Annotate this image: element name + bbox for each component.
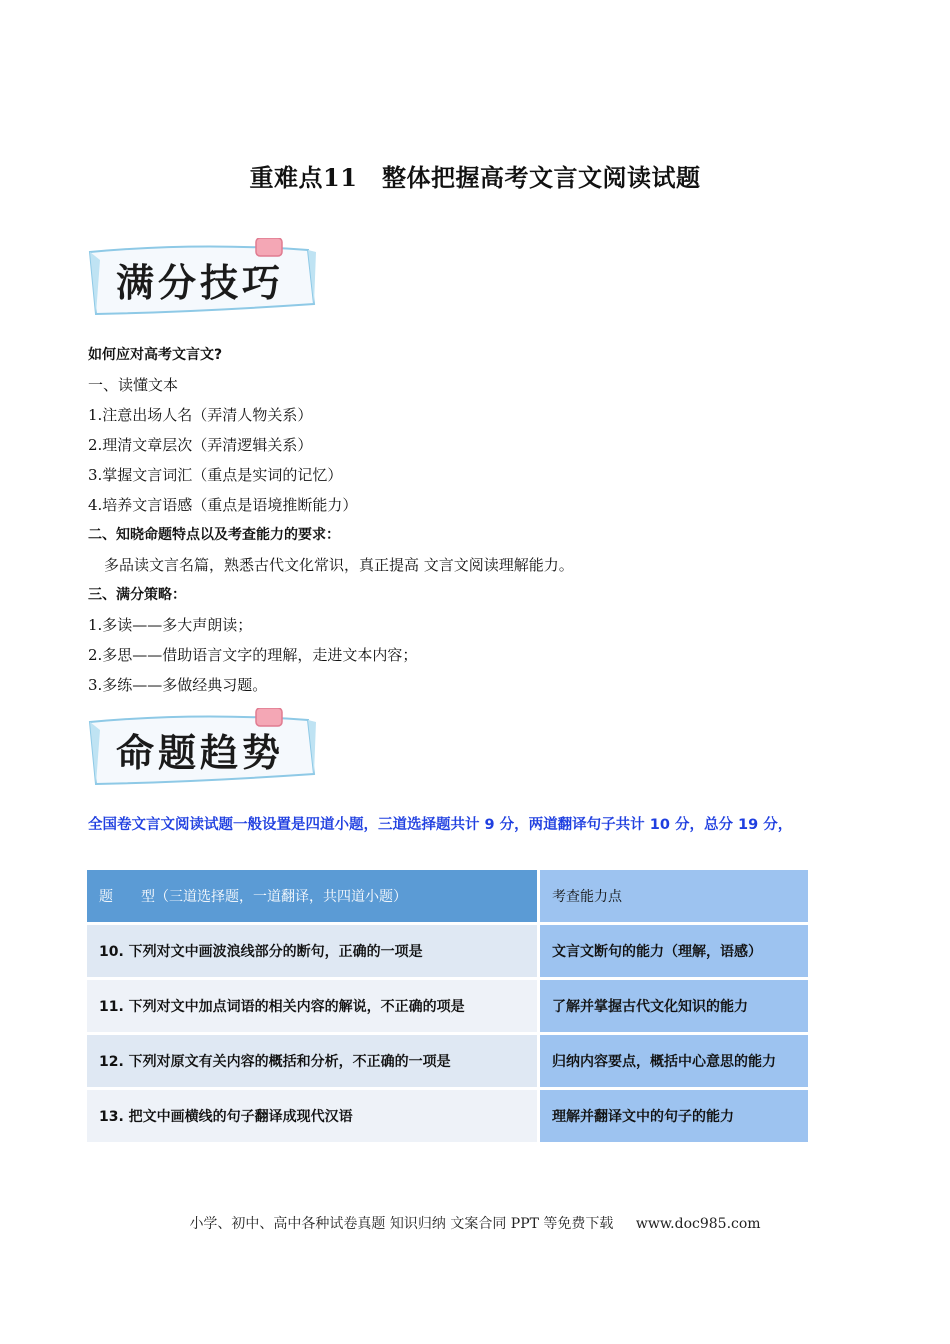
banner-label: 满分技巧	[116, 261, 285, 305]
table-row	[87, 1035, 808, 1090]
table-cell: 11. 下列对文中加点词语的相关内容的解说，不正确的项是	[87, 980, 540, 1035]
table-row	[87, 1090, 808, 1145]
list-item: 3.掌握文言词汇（重点是实词的记忆）	[88, 466, 343, 484]
footer-text: 小学、初中、高中各种试卷真题 知识归纳 文案合同 PPT 等免费下载	[189, 1216, 614, 1232]
paragraph: 多品读文言名篇，熟悉古代文化常识，真正提高 文言文阅读理解能力。	[104, 556, 574, 574]
table-cell: 10. 下列对文中画波浪线部分的断句，正确的一项是	[87, 925, 540, 980]
section-heading: 二、知晓命题特点以及考查能力的要求：	[88, 527, 340, 543]
list-item: 1.多读——多大声朗读；	[88, 616, 253, 634]
banner-label: 命题趋势	[116, 731, 285, 775]
section-question: 如何应对高考文言文?	[88, 347, 223, 363]
banner-full-score-tips	[86, 238, 316, 316]
list-item: 2.多思——借助语言文字的理解，走进文本内容；	[88, 646, 418, 664]
table-header-cell: 考查能力点	[540, 870, 808, 925]
table-header-row	[87, 870, 808, 925]
table-row	[87, 925, 808, 980]
table-cell: 12. 下列对原文有关内容的概括和分析，不正确的一项是	[87, 1035, 540, 1090]
trend-note: 全国卷文言文阅读试题一般设置是四道小题，三道选择题共计 9 分，两道翻译句子共计 10 分，总分 19 分，	[88, 817, 793, 833]
table-cell: 13. 把文中画横线的句子翻译成现代汉语	[87, 1090, 540, 1145]
table-header-cell: 题 型（三道选择题，一道翻译，共四道小题）	[87, 870, 540, 925]
question-type-table	[87, 870, 808, 1145]
list-item: 1.注意出场人名（弄清人物关系）	[88, 406, 313, 424]
table-cell: 文言文断句的能力（理解，语感）	[540, 925, 808, 980]
table-cell: 归纳内容要点，概括中心意思的能力	[540, 1035, 808, 1090]
section-heading: 三、满分策略：	[88, 587, 186, 603]
list-item: 一、读懂文本	[88, 376, 179, 394]
list-item: 3.多练——多做经典习题。	[88, 676, 268, 694]
list-item: 4.培养文言语感（重点是语境推断能力）	[88, 496, 358, 514]
table-cell: 理解并翻译文中的句子的能力	[540, 1090, 808, 1145]
list-item: 2.理清文章层次（弄清逻辑关系）	[88, 436, 313, 454]
tips-section	[88, 340, 868, 700]
footer-site-link[interactable]: www.doc985.com	[635, 1216, 761, 1232]
banner-trend	[86, 708, 316, 786]
page-title: 重难点11 整体把握高考文言文阅读试题	[249, 163, 701, 192]
table-row	[87, 980, 808, 1035]
page-footer	[0, 1213, 950, 1233]
table-cell: 了解并掌握古代文化知识的能力	[540, 980, 808, 1035]
